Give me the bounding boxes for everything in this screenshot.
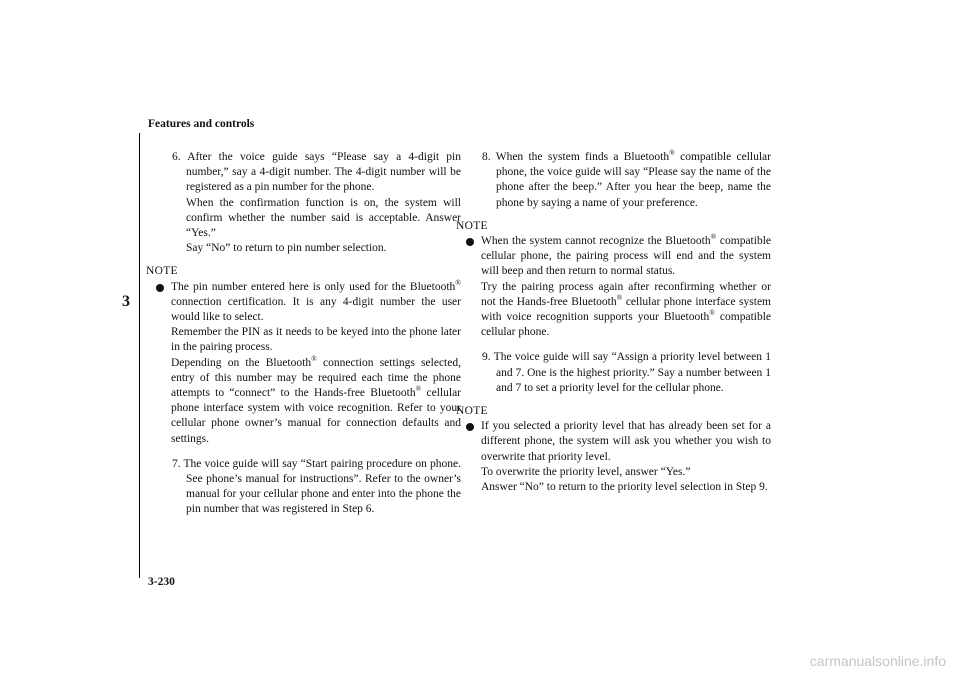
registered-mark: ®: [455, 277, 461, 287]
registered-mark: ®: [710, 232, 717, 242]
note-text: connection certification. It is any 4-digit number the user would like to select.: [171, 295, 461, 324]
registered-mark: ®: [415, 384, 422, 394]
step-8: [482, 148, 771, 211]
bullet-icon: [156, 284, 164, 292]
note-item: [456, 234, 771, 340]
step-6-line-2: When the confirmation function is on, the system will confirm whether the number said is acceptable. Answer “Yes.”: [186, 196, 461, 240]
page-number: 3-230: [148, 576, 175, 588]
note-text: cellular phone interface system with voice recognition. Refer to your cellular phone owner’s manual for connection defaults and settings.: [171, 387, 462, 445]
step-6-line-3: Say “No” to return to pin number selection.: [186, 242, 387, 255]
step-7: 7. The voice guide will say “Start pairing procedure on phone. See phone’s manual for instructions”. Refer to the owner’s manual for your cellular phone and enter into the phone the pin number that was registered in Step 6.: [172, 457, 461, 516]
note-text: compatible cellular phone, the pairing process will end and the system will beep and then return to normal status.: [481, 235, 771, 278]
registered-mark: ®: [709, 308, 715, 318]
note-text: cellular phone interface system with voice recognition supports your Bluetooth: [481, 295, 772, 324]
watermark: carmanualsonline.info: [809, 653, 946, 669]
note-text: compatible cellular phone.: [481, 311, 772, 339]
note-title: NOTE: [146, 265, 178, 278]
chapter-divider-line: [139, 133, 140, 578]
note-paragraph: [481, 234, 771, 280]
note-title: NOTE: [456, 219, 488, 232]
note-item: [456, 419, 771, 495]
note-paragraph: [171, 353, 462, 447]
step-8-text: 8. When the system finds a Bluetooth: [482, 151, 670, 163]
chapter-number: 3: [122, 293, 130, 310]
registered-mark: ®: [311, 353, 317, 363]
step-6: [172, 150, 461, 256]
step-6-line-1: 6. After the voice guide says “Please say a 4-digit pin number,” say a 4-digit number. The 4-digit number will be registered as a pin number for the phone.: [172, 151, 461, 194]
step-8-text: compatible cellular phone, the voice guide will say “Please say the name of the phone after the beep.” After you hear the beep, name the phone by saying a name of your preference.: [496, 151, 771, 209]
note-item: [146, 277, 462, 447]
registered-mark: ®: [669, 148, 675, 158]
note-paragraph: Remember the PIN as it needs to be keyed into the phone later in the pairing process.: [171, 326, 461, 354]
note-paragraph: If you selected a priority level that has already been set for a different phone, the system will ask you whether you wish to overwrite that priority level.: [481, 420, 771, 463]
right-column: [456, 150, 771, 505]
bullet-icon: [466, 238, 474, 246]
page-header: Features and controls: [148, 118, 255, 130]
note-text: Try the pairing process again after reconfirming whether or not the Hands-free Bluetooth: [481, 280, 771, 308]
note-paragraph: [171, 277, 461, 326]
note-paragraph: Answer “No” to return to the priority level selection in Step 9.: [481, 481, 768, 494]
note-paragraph: [481, 280, 771, 341]
note-paragraph: To overwrite the priority level, answer “Yes.”: [481, 465, 691, 478]
note-text: Depending on the Bluetooth: [171, 356, 312, 369]
note-title: NOTE: [456, 405, 488, 418]
note-text: When the system cannot recognize the Bluetooth: [481, 235, 711, 248]
step-9: 9. The voice guide will say “Assign a priority level between 1 and 7. One is the highest priority.” Say a number between 1 and 7 to set a priority level for the cellular phone.: [482, 351, 771, 394]
left-column: [146, 150, 461, 526]
registered-mark: ®: [616, 293, 623, 302]
bullet-icon: [466, 423, 474, 431]
note-text: connection settings selected, entry of this number may be required each time the phone attempts to “connect” to the Hands-free Bluetooth: [171, 356, 461, 400]
note-text: The pin number entered here is only used for the Bluetooth: [171, 280, 456, 293]
